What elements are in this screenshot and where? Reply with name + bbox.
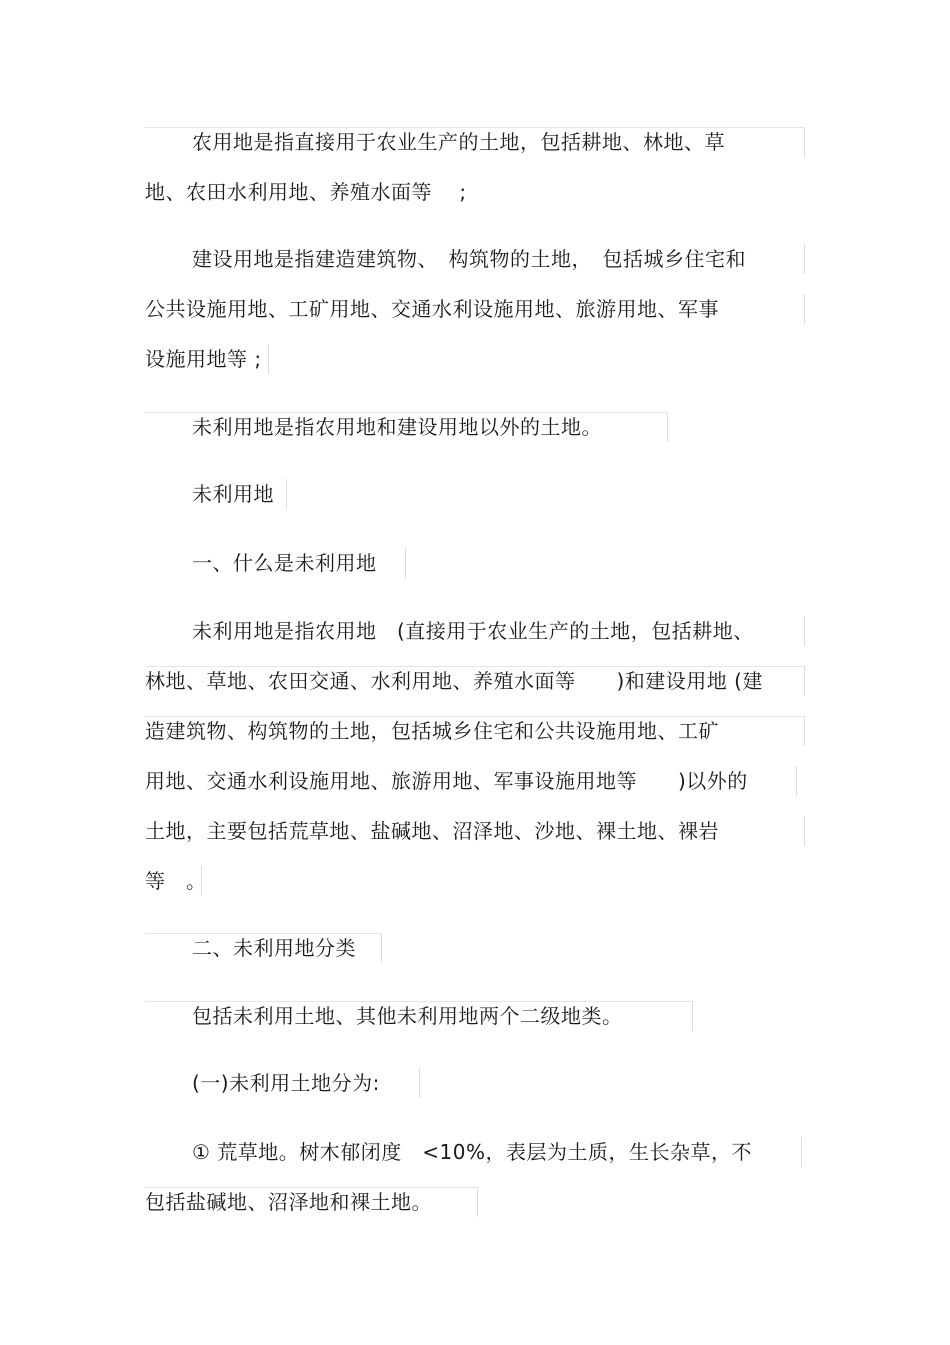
- paragraph-line: 农用地是指直接用于农业生产的土地，包括耕地、林地、草: [192, 130, 725, 154]
- box-rule: [268, 344, 269, 374]
- subsection-heading: (一)未利用土地分为:: [192, 1071, 380, 1095]
- box-rule: [804, 294, 805, 324]
- box-rule: [804, 616, 805, 646]
- paragraph-line: 造建筑物、构筑物的土地，包括城乡住宅和公共设施用地、工矿: [145, 719, 719, 743]
- paragraph-line: 设施用地等 ;: [145, 347, 262, 371]
- box-rule: [804, 666, 805, 696]
- section-heading: 一、什么是未利用地: [192, 551, 377, 575]
- box-rule: [796, 766, 797, 796]
- box-rule: [801, 1137, 802, 1167]
- paragraph-line: 等 。: [145, 869, 207, 893]
- box-rule: [286, 479, 287, 509]
- box-rule: [381, 933, 382, 963]
- box-rule: [804, 816, 805, 846]
- paragraph-line: 地、农田水利用地、养殖水面等 ;: [145, 180, 467, 204]
- section-heading: 二、未利用地分类: [192, 936, 356, 960]
- box-rule: [804, 716, 805, 746]
- paragraph-line: 建设用地是指建造建筑物、 构筑物的土地， 包括城乡住宅和: [192, 247, 746, 271]
- box-rule: [804, 127, 805, 157]
- paragraph-line: 林地、草地、农田交通、水利用地、养殖水面等 )和建设用地 (建: [145, 669, 763, 693]
- section-heading: 未利用地: [192, 482, 274, 506]
- paragraph-line: 用地、交通水利设施用地、旅游用地、军事设施用地等 )以外的: [145, 769, 748, 793]
- box-rule: [419, 1068, 420, 1098]
- paragraph-line: 包括未利用土地、其他未利用地两个二级地类。: [192, 1004, 623, 1028]
- paragraph-line: 土地，主要包括荒草地、盐碱地、沼泽地、沙地、裸土地、裸岩: [145, 819, 719, 843]
- list-item-line: 包括盐碱地、沼泽地和裸土地。: [145, 1190, 432, 1214]
- box-rule: [477, 1187, 478, 1217]
- box-rule: [405, 548, 406, 578]
- paragraph-line: 未利用地是指农用地 (直接用于农业生产的土地，包括耕地、: [192, 619, 754, 643]
- box-rule: [804, 244, 805, 274]
- paragraph-line: 公共设施用地、工矿用地、交通水利设施用地、旅游用地、军事: [145, 297, 719, 321]
- box-rule: [692, 1001, 693, 1031]
- paragraph-line: 未利用地是指农用地和建设用地以外的土地。: [192, 415, 602, 439]
- box-rule: [667, 412, 668, 442]
- list-item-line: ① 荒草地。树木郁闭度 <10%，表层为土质，生长杂草，不: [192, 1140, 752, 1164]
